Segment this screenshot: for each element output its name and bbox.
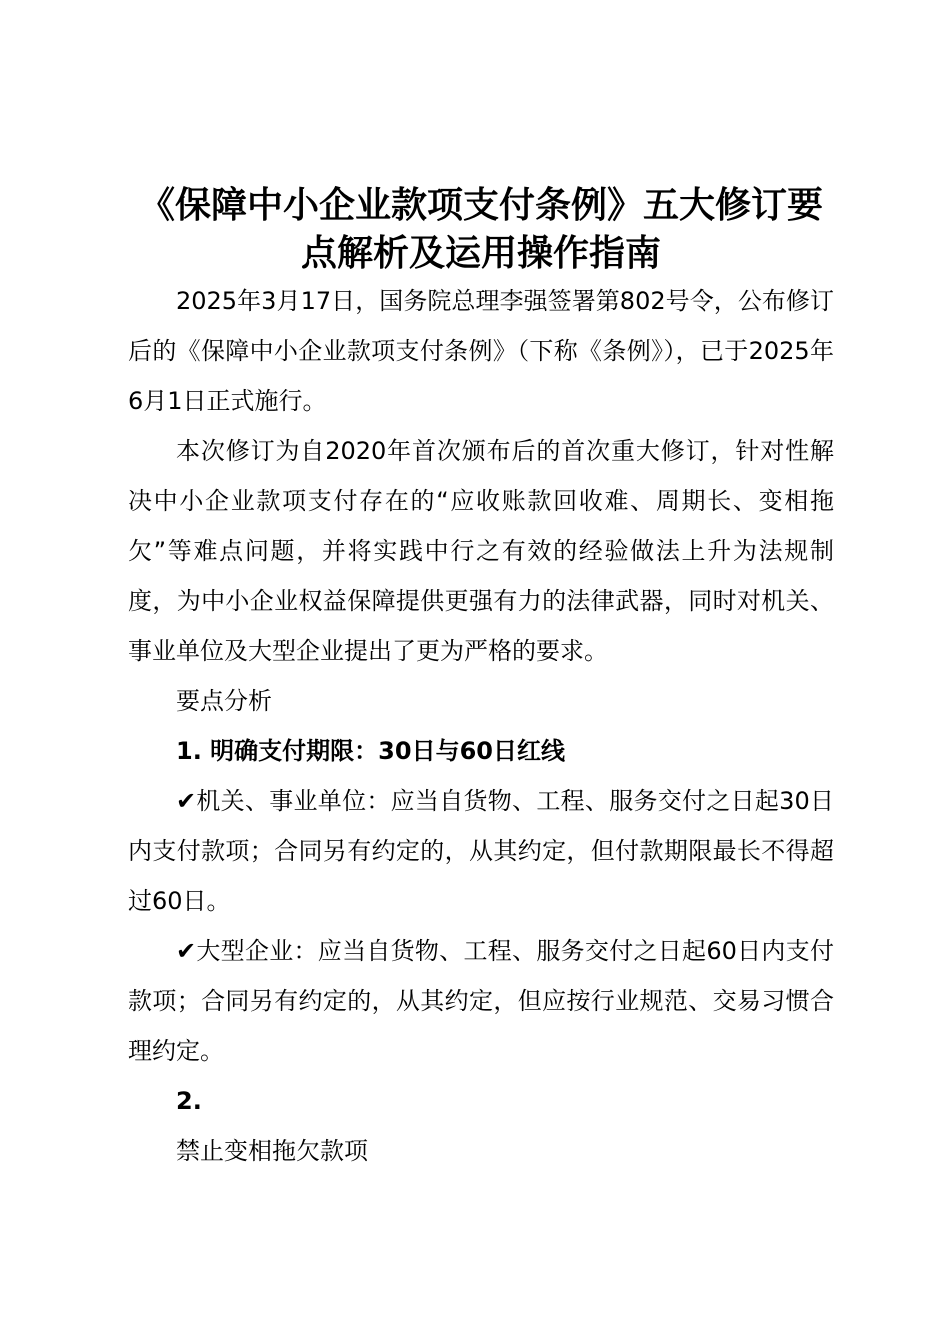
subheading-number-2: 2. <box>176 1087 202 1115</box>
paragraph-decree-announcement: 2025年3月17日，国务院总理李强签署第802号令，公布修订后的《保障中小企业款项支付条例》（下称《条例》），已于2025年6月1日正式施行。 <box>128 287 834 415</box>
document-page <box>128 182 834 1176</box>
document-title: 《保障中小企业款项支付条例》五大修订要点解析及运用操作指南 <box>138 185 823 274</box>
section-heading-key-points: 要点分析 <box>176 687 272 715</box>
paragraph-revision-overview: 本次修订为自2020年首次颁布后的首次重大修订，针对性解决中小企业款项支付存在的“应收账款回收难、周期长、变相拖欠”等难点问题，并将实践中行之有效的经验做法上升为法规制度，为中小企业权益保障提供更强有力的法律武器，同时对机关、事业单位及大型企业提出了更为严格的要求。 <box>128 437 834 665</box>
paragraph-government-institutions: ✔机关、事业单位：应当自货物、工程、服务交付之日起30日内支付款项；合同另有约定的，从其约定，但付款期限最长不得超过60日。 <box>128 787 834 915</box>
subheading-payment-deadline: 1. 明确支付期限：30日与60日红线 <box>176 737 565 765</box>
paragraph-large-enterprises: ✔大型企业：应当自货物、工程、服务交付之日起60日内支付款项；合同另有约定的，从其约定，但应按行业规范、交易习惯合理约定。 <box>128 937 834 1065</box>
paragraph-prohibit-disguised-arrears: 禁止变相拖欠款项 <box>176 1137 368 1165</box>
